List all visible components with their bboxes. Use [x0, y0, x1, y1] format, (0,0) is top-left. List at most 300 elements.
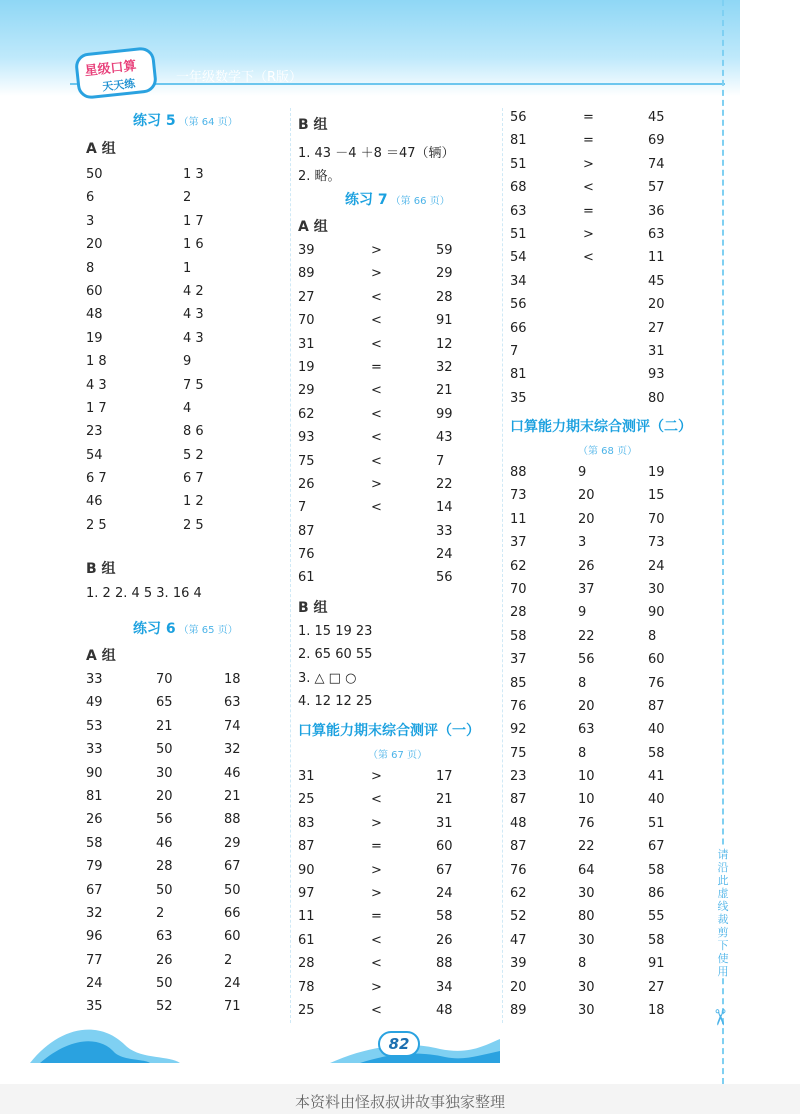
- answer-cell: 85: [510, 675, 527, 691]
- answer-cell: 55: [648, 909, 665, 925]
- exercise6-title: 练习 6: [133, 621, 176, 637]
- answer-cell: 45: [648, 273, 665, 289]
- answer-cell: 26: [298, 476, 315, 492]
- answer-cell: 24: [224, 976, 241, 992]
- answer-row: [510, 317, 710, 340]
- answer-row: [510, 976, 710, 999]
- answer-cell: 48: [86, 307, 103, 323]
- answer-row: [510, 153, 710, 176]
- answer-cell: 9: [183, 354, 192, 370]
- answer-row: [510, 788, 710, 811]
- answer-row: [86, 490, 286, 513]
- answer-row: [86, 467, 286, 490]
- answer-cell: 21: [156, 718, 173, 734]
- answer-row: [86, 163, 286, 186]
- answer-cell: 24: [436, 547, 453, 563]
- answer-cell: 78: [298, 979, 315, 995]
- test1-page: （第 67 页）: [368, 750, 428, 761]
- answer-row: [298, 765, 498, 788]
- answer-row: [86, 879, 286, 902]
- answer-row: [298, 566, 498, 589]
- answer-row: [298, 309, 498, 332]
- answer-row: [510, 625, 710, 648]
- answer-cell: 11: [298, 909, 315, 925]
- answer-cell: 8: [578, 675, 587, 691]
- answer-cell: 7: [436, 453, 445, 469]
- answer-row: [510, 106, 710, 129]
- answer-cell: <: [371, 430, 382, 446]
- answer-cell: =: [583, 133, 594, 149]
- answer-cell: 40: [648, 792, 665, 808]
- answer-cell: 90: [648, 605, 665, 621]
- answer-row: [510, 601, 710, 624]
- answer-cell: 22: [578, 839, 595, 855]
- answer-cell: 61: [298, 932, 315, 948]
- answer-row: [86, 668, 286, 691]
- answer-cell: 25: [298, 792, 315, 808]
- answer-cell: 30: [578, 979, 595, 995]
- answer-cell: 5 2: [183, 447, 204, 463]
- group-b-label: B 组: [298, 600, 328, 616]
- answer-cell: 77: [86, 952, 103, 968]
- answer-cell: 1 7: [86, 400, 107, 416]
- answer-cell: 31: [648, 343, 665, 359]
- answer-cell: 63: [224, 695, 241, 711]
- answer-cell: 76: [578, 815, 595, 831]
- answer-cell: 79: [86, 859, 103, 875]
- answer-cell: <: [371, 792, 382, 808]
- answer-cell: 56: [578, 652, 595, 668]
- scissors-icon: ✂: [706, 1008, 732, 1027]
- answer-row: [86, 186, 286, 209]
- answer-cell: 70: [298, 313, 315, 329]
- answer-cell: =: [371, 359, 382, 375]
- answer-cell: 39: [510, 956, 527, 972]
- answer-cell: 48: [510, 815, 527, 831]
- answer-cell: 6 7: [183, 471, 204, 487]
- answer-cell: 87: [648, 698, 665, 714]
- answer-cell: 58: [648, 862, 665, 878]
- answer-cell: 3: [578, 535, 587, 551]
- answer-row: [510, 905, 710, 928]
- answer-cell: 19: [298, 359, 315, 375]
- test1-answers: [298, 765, 498, 1022]
- answer-row: [510, 742, 710, 765]
- logo-line1: 星级口算: [83, 58, 138, 80]
- answer-cell: 80: [578, 909, 595, 925]
- answer-row: [510, 363, 710, 386]
- group-a-label: A 组: [298, 219, 328, 235]
- answer-cell: 58: [86, 835, 103, 851]
- test2-page: （第 68 页）: [578, 446, 638, 457]
- answer-row: [510, 812, 710, 835]
- answer-cell: 21: [224, 788, 241, 804]
- answer-row: [298, 905, 498, 928]
- answer-cell: 50: [224, 882, 241, 898]
- answer-cell: 4 3: [86, 377, 107, 393]
- page-number: 82: [378, 1031, 420, 1057]
- answer-cell: 17: [436, 769, 453, 784]
- answer-cell: >: [371, 769, 382, 784]
- group-b-label: B 组: [298, 117, 328, 133]
- answer-row: [298, 356, 498, 379]
- answer-cell: 3: [86, 213, 95, 229]
- answer-row: [86, 327, 286, 350]
- answer-row: [510, 952, 710, 975]
- logo-line2: 天天练: [101, 77, 136, 94]
- answer-cell: <: [371, 500, 382, 516]
- answer-cell: 87: [510, 792, 527, 808]
- answer-row: [510, 555, 710, 578]
- answer-row: [298, 520, 498, 543]
- group-a-label: A 组: [86, 141, 116, 157]
- answer-cell: 81: [510, 367, 527, 383]
- answer-cell: 27: [648, 979, 665, 995]
- answer-cell: 9: [578, 605, 587, 621]
- answer-cell: 20: [86, 237, 103, 253]
- column-divider: [290, 108, 291, 1023]
- answer-cell: 19: [86, 330, 103, 346]
- exercise6-heading: [133, 618, 238, 638]
- wave-decoration: [30, 1015, 500, 1063]
- answer-row: [510, 999, 710, 1022]
- answer-cell: <: [371, 956, 382, 972]
- answer-cell: 74: [224, 718, 241, 734]
- answer-row: [510, 223, 710, 246]
- answer-row: [86, 738, 286, 761]
- answer-cell: 32: [224, 742, 241, 758]
- column-divider: [502, 108, 503, 1023]
- answer-cell: 23: [86, 424, 103, 440]
- answer-cell: 21: [436, 792, 453, 808]
- answer-cell: 30: [578, 1002, 595, 1018]
- answer-cell: >: [371, 266, 382, 282]
- answer-cell: <: [371, 336, 382, 352]
- answer-cell: 4 3: [183, 307, 204, 323]
- answer-cell: 1: [183, 260, 192, 276]
- answer-cell: 92: [510, 722, 527, 738]
- answer-row: [86, 691, 286, 714]
- answer-cell: 26: [436, 932, 453, 948]
- answer-cell: 76: [298, 547, 315, 563]
- answer-cell: =: [371, 909, 382, 925]
- answer-cell: 32: [86, 905, 103, 921]
- answer-row: [510, 129, 710, 152]
- answer-cell: 12: [436, 336, 453, 352]
- answer-cell: 40: [648, 722, 665, 738]
- answer-row: [510, 270, 710, 293]
- exercise7-group-a-answers: [298, 239, 498, 590]
- answer-cell: 60: [86, 283, 103, 299]
- answer-row: [510, 718, 710, 741]
- answer-cell: 71: [224, 999, 241, 1015]
- answer-row: [86, 350, 286, 373]
- answer-cell: 35: [86, 999, 103, 1015]
- answer-cell: 46: [86, 494, 103, 510]
- answer-cell: 20: [578, 698, 595, 714]
- answer-row: [86, 233, 286, 256]
- answer-row: [86, 972, 286, 995]
- answer-cell: <: [371, 313, 382, 329]
- answer-cell: 22: [578, 628, 595, 644]
- answer-cell: 76: [510, 862, 527, 878]
- answer-row: [298, 859, 498, 882]
- answer-cell: 27: [648, 320, 665, 336]
- answer-row: [86, 925, 286, 948]
- answer-row: [298, 426, 498, 449]
- answer-cell: 1 8: [86, 354, 107, 370]
- answer-cell: 2 5: [183, 517, 204, 533]
- answer-row: [298, 812, 498, 835]
- answer-row: [298, 643, 498, 666]
- answer-cell: 83: [298, 815, 315, 831]
- answer-cell: 56: [510, 110, 527, 125]
- answer-row: [298, 882, 498, 905]
- answer-row: [298, 239, 498, 262]
- answer-row: [86, 257, 286, 280]
- answer-cell: 53: [86, 718, 103, 734]
- answer-row: [86, 832, 286, 855]
- answer-row: [298, 929, 498, 952]
- answer-cell: <: [583, 180, 594, 196]
- answer-cell: 28: [156, 859, 173, 875]
- answer-row: [510, 578, 710, 601]
- answer-row: [86, 374, 286, 397]
- answer-cell: 10: [578, 769, 595, 785]
- answer-row: [86, 715, 286, 738]
- answer-row: [510, 672, 710, 695]
- answer-cell: 93: [298, 430, 315, 446]
- answer-cell: 11: [510, 511, 527, 527]
- answer-cell: 4: [183, 400, 192, 416]
- answer-row: [510, 340, 710, 363]
- answer-cell: 4. 12 12 25: [298, 694, 373, 710]
- answer-cell: 8: [86, 260, 95, 276]
- answer-cell: 88: [436, 956, 453, 972]
- answer-cell: 28: [298, 956, 315, 972]
- answer-cell: 97: [298, 885, 315, 901]
- answer-row: [86, 902, 286, 925]
- answer-cell: >: [583, 226, 594, 242]
- footer-bar: [0, 1084, 800, 1114]
- answer-row: [86, 444, 286, 467]
- answer-cell: 62: [298, 406, 315, 422]
- answer-cell: 30: [578, 932, 595, 948]
- answer-row: [86, 949, 286, 972]
- cut-note: 请沿此虚线裁剪下使用: [713, 848, 733, 978]
- answer-cell: 32: [436, 359, 453, 375]
- exercise7-heading: [345, 189, 450, 209]
- answer-cell: 29: [298, 383, 315, 399]
- answer-cell: 57: [648, 180, 665, 196]
- answer-row: [510, 387, 710, 410]
- answer-cell: 1 6: [183, 237, 204, 253]
- answer-row: [86, 808, 286, 831]
- answer-cell: 99: [436, 406, 453, 422]
- answer-cell: 4 2: [183, 283, 204, 299]
- answer-cell: 60: [436, 839, 453, 855]
- answer-cell: 20: [510, 979, 527, 995]
- answer-cell: 33: [86, 742, 103, 758]
- answer-row: [510, 200, 710, 223]
- answer-cell: 24: [436, 885, 453, 901]
- answer-cell: 51: [648, 815, 665, 831]
- answer-cell: 76: [510, 698, 527, 714]
- answer-row: [298, 620, 498, 643]
- answer-cell: 7 5: [183, 377, 204, 393]
- exercise5-group-b-answers: 1. 2 2. 4 5 3. 16 4: [86, 586, 202, 601]
- answer-cell: 30: [578, 886, 595, 902]
- answer-cell: 56: [510, 297, 527, 313]
- answer-cell: 62: [510, 886, 527, 902]
- test2-title: 口算能力期末综合测评（二）: [510, 419, 692, 435]
- answer-cell: 74: [648, 156, 665, 172]
- answer-cell: 43: [436, 430, 453, 446]
- answer-row: [298, 690, 498, 713]
- test2-answers: [510, 461, 710, 1022]
- answer-cell: 46: [224, 765, 241, 781]
- answer-cell: 30: [156, 765, 173, 781]
- answer-cell: 91: [648, 956, 665, 972]
- answer-cell: 15: [648, 488, 665, 504]
- answer-cell: 69: [648, 133, 665, 149]
- answer-cell: 1 2: [183, 494, 204, 510]
- answer-cell: 31: [436, 815, 453, 831]
- answer-row: [510, 648, 710, 671]
- answer-cell: >: [371, 862, 382, 878]
- series-logo: [74, 46, 158, 100]
- answer-cell: 24: [648, 558, 665, 574]
- answer-cell: 63: [510, 203, 527, 219]
- answer-cell: 63: [648, 226, 665, 242]
- answer-row: [510, 461, 710, 484]
- group-b-answer-2: 2. 略。: [298, 169, 341, 184]
- answer-cell: 70: [156, 672, 173, 687]
- answer-row: [510, 835, 710, 858]
- answer-cell: 66: [224, 905, 241, 921]
- answer-cell: 8: [578, 745, 587, 761]
- answer-cell: 60: [648, 652, 665, 668]
- answer-cell: 36: [648, 203, 665, 219]
- answer-cell: 46: [156, 835, 173, 851]
- answer-cell: 59: [436, 243, 453, 258]
- answer-row: [298, 976, 498, 999]
- answer-cell: 26: [156, 952, 173, 968]
- answer-cell: >: [371, 979, 382, 995]
- answer-cell: 25: [298, 1002, 315, 1018]
- answer-cell: 1 3: [183, 167, 204, 182]
- group-b-label: B 组: [86, 561, 116, 577]
- answer-cell: 58: [648, 745, 665, 761]
- test1-title: 口算能力期末综合测评（一）: [298, 723, 480, 739]
- answer-cell: 52: [156, 999, 173, 1015]
- answer-cell: 33: [436, 523, 453, 539]
- answer-cell: 47: [510, 932, 527, 948]
- answer-cell: 3. △ □ ○: [298, 670, 357, 686]
- answer-cell: 49: [86, 695, 103, 711]
- answer-cell: 35: [510, 390, 527, 406]
- answer-cell: 51: [510, 226, 527, 242]
- answer-cell: 51: [510, 156, 527, 172]
- answer-cell: 24: [86, 976, 103, 992]
- answer-cell: 64: [578, 862, 595, 878]
- answer-cell: 80: [648, 390, 665, 406]
- answer-cell: 87: [298, 523, 315, 539]
- answer-cell: <: [371, 289, 382, 305]
- answer-row: [510, 882, 710, 905]
- answer-cell: 76: [648, 675, 665, 691]
- answer-cell: 34: [436, 979, 453, 995]
- answer-cell: 66: [510, 320, 527, 336]
- answer-cell: 67: [648, 839, 665, 855]
- answer-row: [86, 785, 286, 808]
- answer-row: [86, 280, 286, 303]
- answer-row: [298, 286, 498, 309]
- answer-cell: 37: [510, 535, 527, 551]
- answer-cell: 2: [224, 952, 233, 968]
- answer-cell: <: [371, 406, 382, 422]
- answer-row: [298, 473, 498, 496]
- answer-cell: 14: [436, 500, 453, 516]
- exercise7-page: （第 66 页）: [390, 196, 450, 207]
- answer-row: [86, 210, 286, 233]
- answer-cell: 1. 15 19 23: [298, 624, 373, 639]
- answer-cell: 18: [648, 1002, 665, 1018]
- answer-cell: 81: [510, 133, 527, 149]
- answer-cell: 34: [510, 273, 527, 289]
- answer-cell: 26: [86, 812, 103, 828]
- exercise7-group-b-answers: [298, 620, 498, 714]
- answer-cell: 1 7: [183, 213, 204, 229]
- answer-row: [298, 835, 498, 858]
- answer-cell: 8: [648, 628, 657, 644]
- answer-cell: 2 5: [86, 517, 107, 533]
- answer-cell: 50: [86, 167, 103, 182]
- exercise7-title: 练习 7: [345, 192, 388, 208]
- answer-cell: 41: [648, 769, 665, 785]
- answer-cell: 2: [183, 190, 192, 206]
- answer-cell: >: [371, 243, 382, 258]
- answer-cell: 91: [436, 313, 453, 329]
- answer-cell: 20: [578, 488, 595, 504]
- answer-cell: 87: [298, 839, 315, 855]
- answer-cell: 2. 65 60 55: [298, 647, 373, 663]
- answer-cell: 87: [510, 839, 527, 855]
- answer-cell: 31: [298, 769, 315, 784]
- answer-row: [510, 508, 710, 531]
- answer-cell: 9: [578, 465, 587, 480]
- answer-cell: 89: [298, 266, 315, 282]
- answer-cell: 61: [298, 570, 315, 586]
- answer-cell: 89: [510, 1002, 527, 1018]
- answer-row: [86, 762, 286, 785]
- answer-cell: 20: [578, 511, 595, 527]
- exercise6-page: （第 65 页）: [178, 625, 238, 636]
- answer-cell: 29: [436, 266, 453, 282]
- answer-row: [86, 855, 286, 878]
- answer-cell: 70: [510, 581, 527, 597]
- answer-cell: 48: [436, 1002, 453, 1018]
- answer-cell: 73: [648, 535, 665, 551]
- answer-cell: 58: [648, 932, 665, 948]
- answer-row: [86, 397, 286, 420]
- answer-cell: 56: [436, 570, 453, 586]
- answer-cell: 2: [156, 905, 165, 921]
- answer-cell: 28: [510, 605, 527, 621]
- answer-cell: 90: [298, 862, 315, 878]
- answer-cell: 88: [510, 465, 527, 480]
- answer-cell: 7: [298, 500, 307, 516]
